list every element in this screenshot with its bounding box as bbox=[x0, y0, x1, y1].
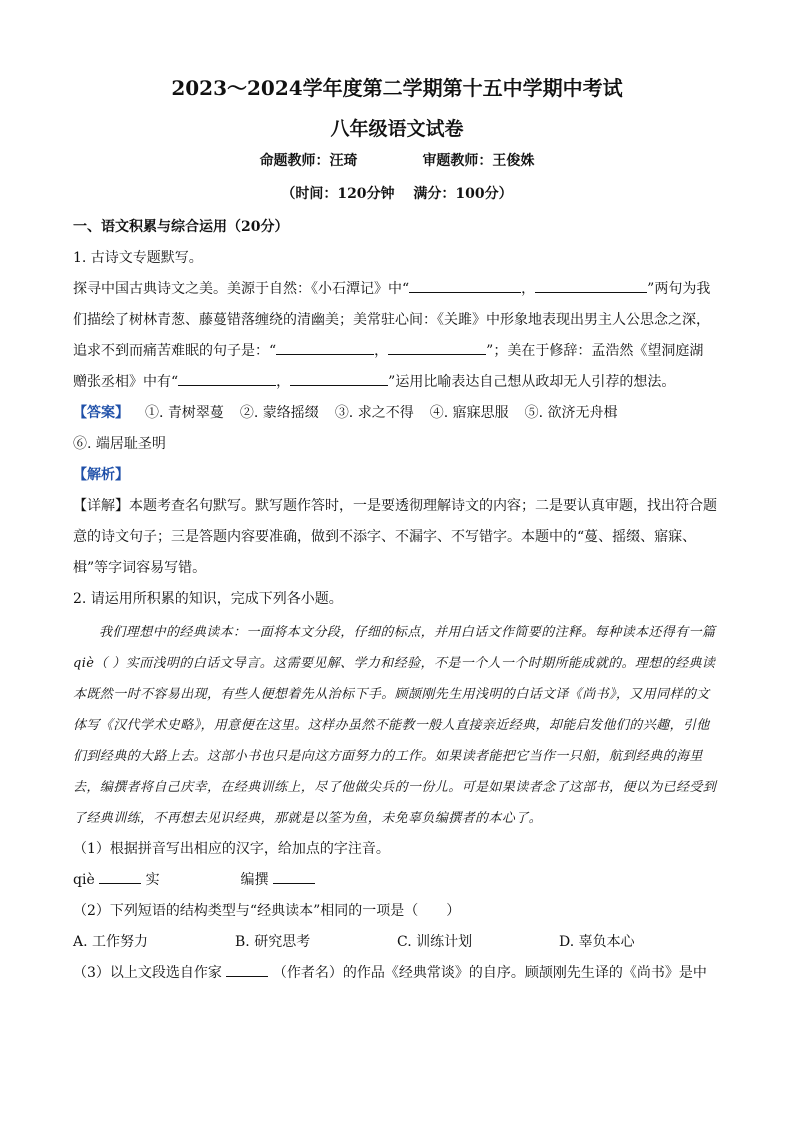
q1-text-1b: ， bbox=[521, 281, 536, 297]
q1-text-4a: 赠张丞相》中有“ bbox=[73, 374, 179, 390]
question-1-line-3 bbox=[73, 336, 723, 367]
q1-text-1c: ”两句为我 bbox=[647, 281, 711, 297]
setter-teacher: 命题教师：汪琦 bbox=[259, 153, 358, 169]
exam-subtitle: 八年级语文试卷 bbox=[330, 118, 464, 140]
answer-blank-2[interactable] bbox=[535, 276, 647, 293]
answer-item: ③. 求之不得 bbox=[334, 405, 414, 421]
sub-question-1: （1）根据拼音写出相应的汉字，给加点的字注音。 bbox=[73, 841, 390, 857]
reviewer-teacher: 审题教师：王俊姝 bbox=[422, 153, 535, 169]
time-score-info: （时间：120分钟 满分：100分） bbox=[281, 186, 513, 202]
exam-title: 2023～2024学年度第二学期第十五中学期中考试 bbox=[171, 76, 623, 100]
answer-blank-3[interactable] bbox=[276, 338, 374, 355]
question-1-line-1 bbox=[73, 274, 723, 305]
answer-line bbox=[73, 398, 723, 429]
q1-text-3a: 追求不到而痛苦难眠的句子是：“ bbox=[73, 343, 277, 359]
q1-text-3b: ， bbox=[374, 343, 389, 359]
choice-b[interactable]: B. 研究思考 bbox=[235, 934, 311, 950]
answer-line-2: ⑥. 端居耻圣明 bbox=[73, 436, 166, 452]
answer-item: ⑤. 欲济无舟楫 bbox=[524, 405, 618, 421]
author-answer-blank[interactable] bbox=[226, 960, 268, 977]
question-1-line-2: 们描绘了树林青葱、藤蔓错落缠绕的清幽美；美常驻心间：《关雎》中形象地表现出男主人公思念之深， bbox=[73, 312, 710, 328]
section-heading: 一、语文积累与综合运用（20分） bbox=[73, 219, 289, 235]
answer-blank-1[interactable] bbox=[409, 276, 521, 293]
sub-question-3 bbox=[73, 958, 723, 989]
teacher-info bbox=[0, 150, 794, 170]
q1-text-3c: ”；美在于修辞：孟浩然《望洞庭湖 bbox=[486, 343, 704, 359]
answer-blank-6[interactable] bbox=[290, 369, 388, 386]
sub3-text-b: （作者名）的作品《经典常谈》的自序。顾颉刚先生译的《尚书》是中 bbox=[272, 965, 707, 981]
q1-text-4b: ， bbox=[276, 374, 291, 390]
detail-line: 意的诗文句子；三是答题内容要准确，做到不添字、不漏字、不写错字。本题中的“蔓、摇缀、寤寐、 bbox=[73, 529, 697, 545]
analysis-label: 【解析】 bbox=[73, 467, 129, 483]
phonetic-answer-blank[interactable] bbox=[273, 867, 315, 884]
detail-line: 楫”等字词容易写错。 bbox=[73, 560, 207, 576]
answer-label: 【答案】 bbox=[73, 405, 129, 421]
reading-passage: 我们理想中的经典读本：一面将本文分段，仔细的标点，并用白话文作简要的注释。每种读本还得有一篇 qiè（ ）实而浅明的白话文导言。这需要见解、学力和经验，不是一个人一个时期所能成就的。理想的经典读本既然一时不容易出现，有些人便想着先从治标下手。顾颉刚先生用浅明的白话文译《尚书》，又用同样的文体写《汉代学术史略》，用意便在这里。这样办虽然不能教一般人直接亲近经典，却能启发他们的兴趣，引他们到经典的大路上去。这部小书也只是向这方面努力的工作。如果读者能把它当作一只船，航到经典的海里去，编撰者将自己庆幸，在经典训练上，尽了他做尖兵的一份儿。可是如果读者念了这部书，便以为已经受到了经典训练，不再想去见识经典，那就是以筌为鱼，未免辜负编撰者的本心了。 bbox=[73, 625, 717, 826]
answer-blank-4[interactable] bbox=[388, 338, 486, 355]
sub3-text-a: （3）以上文段选自作家 bbox=[73, 965, 222, 981]
answer-item: ②. 蒙络摇缀 bbox=[239, 405, 319, 421]
question-2-stem: 2. 请运用所积累的知识，完成下列各小题。 bbox=[73, 591, 343, 607]
pinyin-answer-blank[interactable] bbox=[99, 867, 141, 884]
q1-text-4c: ”运用比喻表达自己想从政却无人引荐的想法。 bbox=[388, 374, 676, 390]
pinyin-suffix: 实 bbox=[145, 872, 160, 888]
question-1-stem: 1. 古诗文专题默写。 bbox=[73, 250, 203, 266]
word-label: 编撰 bbox=[240, 872, 269, 888]
choice-d[interactable]: D. 辜负本心 bbox=[559, 934, 635, 950]
sub-question-1-blanks bbox=[73, 865, 723, 896]
choice-list bbox=[73, 927, 723, 958]
answer-blank-5[interactable] bbox=[178, 369, 276, 386]
detail-line: 【详解】本题考查名句默写。默写题作答时，一是要透彻理解诗文的内容；二是要认真审题，找出符合题 bbox=[73, 498, 717, 514]
sub-question-2: （2）下列短语的结构类型与“经典读本”相同的一项是（ ） bbox=[73, 903, 461, 919]
answer-item: ④. 寤寐思服 bbox=[429, 405, 509, 421]
answer-item: ①. 青树翠蔓 bbox=[145, 405, 224, 421]
q1-text-1a: 探寻中国古典诗文之美。美源于自然：《小石潭记》中“ bbox=[73, 281, 410, 297]
exam-content bbox=[73, 212, 723, 989]
pinyin-label: qiè bbox=[73, 872, 95, 888]
choice-c[interactable]: C. 训练计划 bbox=[397, 934, 473, 950]
choice-a[interactable]: A. 工作努力 bbox=[73, 934, 149, 950]
question-1-line-4 bbox=[73, 367, 723, 398]
